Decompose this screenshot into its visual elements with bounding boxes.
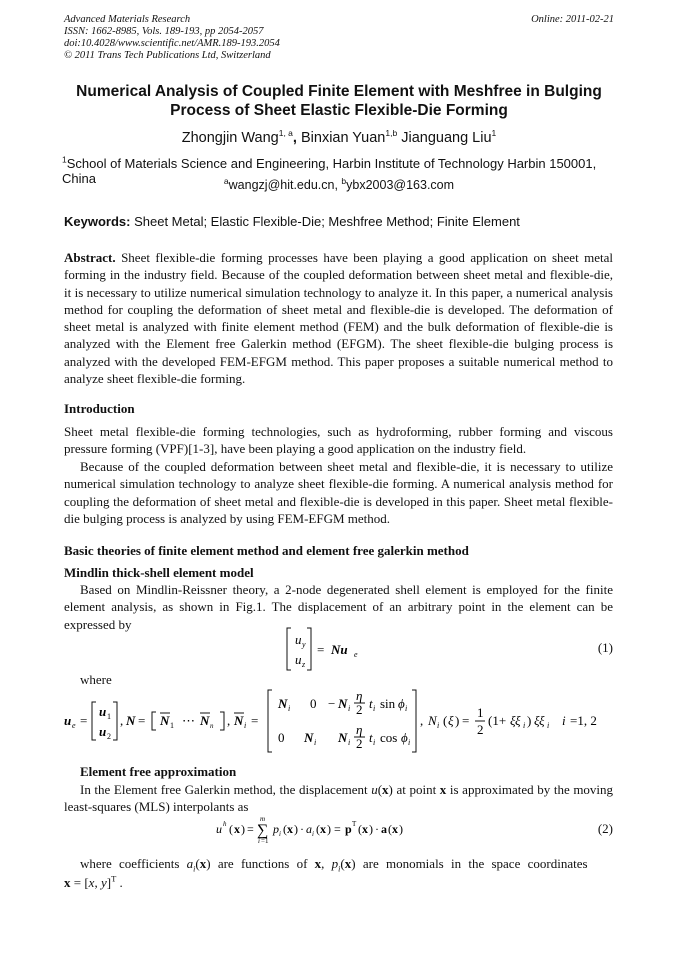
svg-text:ξξ: ξξ <box>534 713 545 728</box>
svg-text:i: i <box>437 721 440 730</box>
author-line <box>40 130 638 146</box>
keywords-text: Sheet Metal; Elastic Flexible-Die; Meshfree Method; Finite Element <box>130 214 520 229</box>
svg-text:i: i <box>258 837 260 845</box>
efa-text-3: is approximated by the moving least-squares (MLS) interpolants as <box>64 782 614 815</box>
svg-text:z: z <box>302 660 306 669</box>
keywords-label: Keywords: <box>64 214 131 229</box>
svg-text:=: = <box>317 642 325 657</box>
author-1: Zhongjin Wang <box>181 130 279 146</box>
svg-text:N: N <box>160 713 170 728</box>
svg-text:∑: ∑ <box>257 822 269 839</box>
svg-text:0: 0 <box>278 730 285 745</box>
svg-text:x: x <box>392 822 398 836</box>
author-2-sup: 1,b <box>385 128 398 139</box>
svg-text:η: η <box>356 722 363 737</box>
svg-text:(: ( <box>358 822 362 836</box>
svg-text:i: i <box>373 738 376 747</box>
svg-text:=: = <box>251 713 259 728</box>
affiliation-sup: 1 <box>62 154 67 165</box>
svg-text:(: ( <box>283 822 287 836</box>
svg-text:⋯: ⋯ <box>182 713 195 728</box>
equation-1 <box>285 626 375 672</box>
author-1-sup: 1, a <box>278 128 293 139</box>
svg-text:u: u <box>64 713 72 728</box>
svg-text:x: x <box>320 822 326 836</box>
svg-text:i: i <box>312 830 314 838</box>
abstract-label: Abstract. <box>64 250 116 265</box>
svg-text:·: · <box>375 822 379 836</box>
svg-text:t: t <box>369 696 373 711</box>
keywords <box>64 214 624 229</box>
svg-text:): ) <box>527 713 532 728</box>
svg-text:=: = <box>247 822 254 836</box>
svg-text:sin: sin <box>380 696 396 711</box>
issn-line: ISSN: 1662-8985, Vols. 189-193, pp 2054-2057 <box>64 26 264 37</box>
efa-heading: Element free approximation <box>80 764 237 779</box>
svg-text:,: , <box>227 713 231 728</box>
copyright-line: © 2011 Trans Tech Publications Ltd, Switzerland <box>64 50 271 61</box>
svg-text:p: p <box>345 822 352 836</box>
svg-text:x: x <box>287 822 293 836</box>
svg-text:2: 2 <box>356 702 363 717</box>
svg-text:N: N <box>278 696 288 711</box>
svg-text:i: i <box>405 704 408 713</box>
svg-text:i: i <box>523 721 526 730</box>
online-date: Online: 2011-02-21 <box>531 14 614 25</box>
svg-text:(1+: (1+ <box>488 713 507 728</box>
svg-text:N: N <box>200 713 210 728</box>
svg-text:i: i <box>314 738 317 747</box>
svg-text:): ) <box>399 822 403 836</box>
abstract <box>64 249 613 387</box>
svg-text:): ) <box>327 822 331 836</box>
svg-text:=1, 2: =1, 2 <box>570 713 597 728</box>
svg-text:=: = <box>80 713 88 728</box>
svg-text:1: 1 <box>170 721 174 730</box>
svg-text:1: 1 <box>107 712 111 721</box>
title-line-1: Numerical Analysis of Coupled Finite Element with Meshfree in Bulging <box>76 83 602 100</box>
where-1: where <box>80 672 112 687</box>
svg-text:2: 2 <box>356 736 363 751</box>
svg-text:y: y <box>302 640 306 649</box>
svg-text:u: u <box>295 632 302 647</box>
svg-text:=1: =1 <box>261 837 269 845</box>
svg-text:ξ: ξ <box>448 713 454 728</box>
svg-text:i: i <box>408 738 411 747</box>
svg-text:u: u <box>216 822 222 836</box>
author-3: Jianguang Liu <box>397 130 492 146</box>
coefficients-paragraph: where coefficients $a_i(x)$ are functions of x, $p_i(x)$ are monomials in the space coordinates <box>80 856 588 874</box>
svg-text:n: n <box>210 722 214 730</box>
svg-text:t: t <box>369 730 373 745</box>
svg-text:a: a <box>381 822 387 836</box>
svg-text:N: N <box>338 696 348 711</box>
svg-text:N: N <box>304 730 314 745</box>
equation-2 <box>216 815 416 845</box>
svg-text:N: N <box>428 713 437 728</box>
svg-text:x: x <box>234 822 240 836</box>
svg-text:(: ( <box>443 713 448 728</box>
email-b-sup: b <box>341 175 347 186</box>
svg-text:−: − <box>328 696 336 711</box>
svg-text:,: , <box>120 713 124 728</box>
svg-text:i: i <box>244 721 247 730</box>
svg-text:): ) <box>455 713 460 728</box>
author-sep: , <box>292 130 297 146</box>
svg-text:0: 0 <box>310 696 317 711</box>
intro-paragraph-2: Because of the coupled deformation between sheet metal and flexible-die, it is necessary to utilize numerical simulation technology to analyze sheet flexible-die forming. A numerical analysis method for coupling the deformation of sheet metal and flexible-die is developed in this paper. Sheet metal flexible-die bulging process is analyzed by using FEM-EFGM method. <box>64 459 613 526</box>
affiliation-text: School of Materials Science and Engineering, Harbin Institute of Technology Harbin 150001, China <box>62 156 597 186</box>
efa-text-2: at point <box>396 782 437 797</box>
equation-2-number: (2) <box>597 821 613 836</box>
svg-text:i: i <box>288 704 291 713</box>
svg-text:): ) <box>369 822 373 836</box>
matrix-equations <box>64 688 616 754</box>
svg-text:h: h <box>223 820 227 828</box>
svg-text:i: i <box>279 830 281 838</box>
svg-text:η: η <box>356 688 363 703</box>
svg-text:2: 2 <box>107 732 111 741</box>
svg-text:): ) <box>294 822 298 836</box>
svg-text:u: u <box>295 652 302 667</box>
svg-text:,: , <box>420 713 424 728</box>
svg-text:Nu: Nu <box>331 642 348 657</box>
coordinates-definition: x = [x, y]$^T$ . <box>64 873 123 890</box>
svg-text:N: N <box>234 713 244 728</box>
where-2-d: are monomials in the space coordinates <box>362 856 588 871</box>
efa-paragraph: In the Element free Galerkin method, the displacement u(x) at point x is approximated by the moving least-squares (MLS) interpolants as <box>64 782 614 815</box>
svg-text:ϕ: ϕ <box>398 696 405 711</box>
svg-text:T: T <box>352 820 357 828</box>
svg-text:a: a <box>306 822 312 836</box>
where-2-b: are functions of <box>217 856 308 871</box>
svg-text:cos: cos <box>380 730 398 745</box>
svg-text:2: 2 <box>477 722 484 737</box>
abstract-text: Sheet flexible-die forming processes have been playing a good application on sheet metal forming in the industry field. Because of the coupled deformation between sheet metal and flexible-die, it is necessary to utilize numerical simulation technology to analyze it. In this paper, a numerical analysis method for coupling the deformation of sheet metal and flexible-die is developed. The deformation of sheet metal is analyzed with finite element method (FEM) and the bulk deformation of flexible-die is analyzed with the Element free Galerkin method (EFGM). The sheet flexible-die bulging process is analyzed with the developed FEM-EFGM method. This paper proposes a suitable numerical method to analyze sheet flexible-die forming. <box>64 250 613 387</box>
svg-text:N: N <box>126 713 136 728</box>
svg-text:ξξ: ξξ <box>510 713 521 728</box>
paper-title <box>40 82 638 120</box>
svg-text:N: N <box>338 730 348 745</box>
author-3-sup: 1 <box>491 128 497 139</box>
basic-theories-heading: Basic theories of finite element method and element free galerkin method <box>64 543 469 558</box>
email-b: ybx2003@163.com <box>346 178 455 192</box>
mindlin-heading: Mindlin thick-shell element model <box>64 565 254 580</box>
svg-text:e: e <box>354 650 358 659</box>
svg-text:·: · <box>300 822 304 836</box>
where-2-a: where coefficients <box>80 856 180 871</box>
svg-text:i: i <box>348 704 351 713</box>
math-u: u <box>371 782 378 797</box>
title-line-2: Process of Sheet Elastic Flexible-Die Forming <box>170 102 508 119</box>
journal-name: Advanced Materials Research <box>64 14 191 25</box>
email-a-sup: a <box>223 175 229 186</box>
efa-text-1: In the Element free Galerkin method, the displacement <box>80 782 368 797</box>
svg-text:): ) <box>241 822 245 836</box>
svg-text:i: i <box>348 738 351 747</box>
svg-text:m: m <box>260 815 266 823</box>
svg-text:i: i <box>373 704 376 713</box>
svg-text:e: e <box>72 721 76 730</box>
svg-text:i: i <box>562 713 566 728</box>
svg-text:1: 1 <box>477 705 484 720</box>
email-a: wangzj@hit.edu.cn, <box>228 178 342 192</box>
svg-text:u: u <box>99 724 107 739</box>
math-x: x <box>439 782 447 797</box>
where-2-c: , <box>321 856 325 871</box>
equation-1-number: (1) <box>597 640 613 655</box>
intro-paragraph-1: Sheet metal flexible-die forming technologies, such as hydroforming, rubber forming and viscous pressure forming (VPF)[1-3], have been playing a good application on the industry field. <box>64 424 613 457</box>
intro-heading: Introduction <box>64 401 135 416</box>
svg-text:(: ( <box>316 822 320 836</box>
svg-text:p: p <box>273 822 279 836</box>
svg-text:u: u <box>99 704 107 719</box>
svg-text:i: i <box>547 721 550 730</box>
emails <box>40 175 638 192</box>
svg-text:=: = <box>138 713 146 728</box>
mindlin-paragraph: Based on Mindlin-Reissner theory, a 2-node degenerated shell element is employed for the finite element analysis, as shown in Fig.1. The displacement of an arbitrary point in the element can be expressed by <box>64 582 613 632</box>
svg-text:ϕ: ϕ <box>401 730 408 745</box>
svg-text:x: x <box>362 822 368 836</box>
svg-text:=: = <box>334 822 341 836</box>
svg-text:(: ( <box>388 822 392 836</box>
author-2: Binxian Yuan <box>296 130 386 146</box>
svg-text:(: ( <box>229 822 233 836</box>
svg-text:=: = <box>462 713 470 728</box>
doi-line: doi:10.4028/www.scientific.net/AMR.189-193.2054 <box>64 38 280 49</box>
